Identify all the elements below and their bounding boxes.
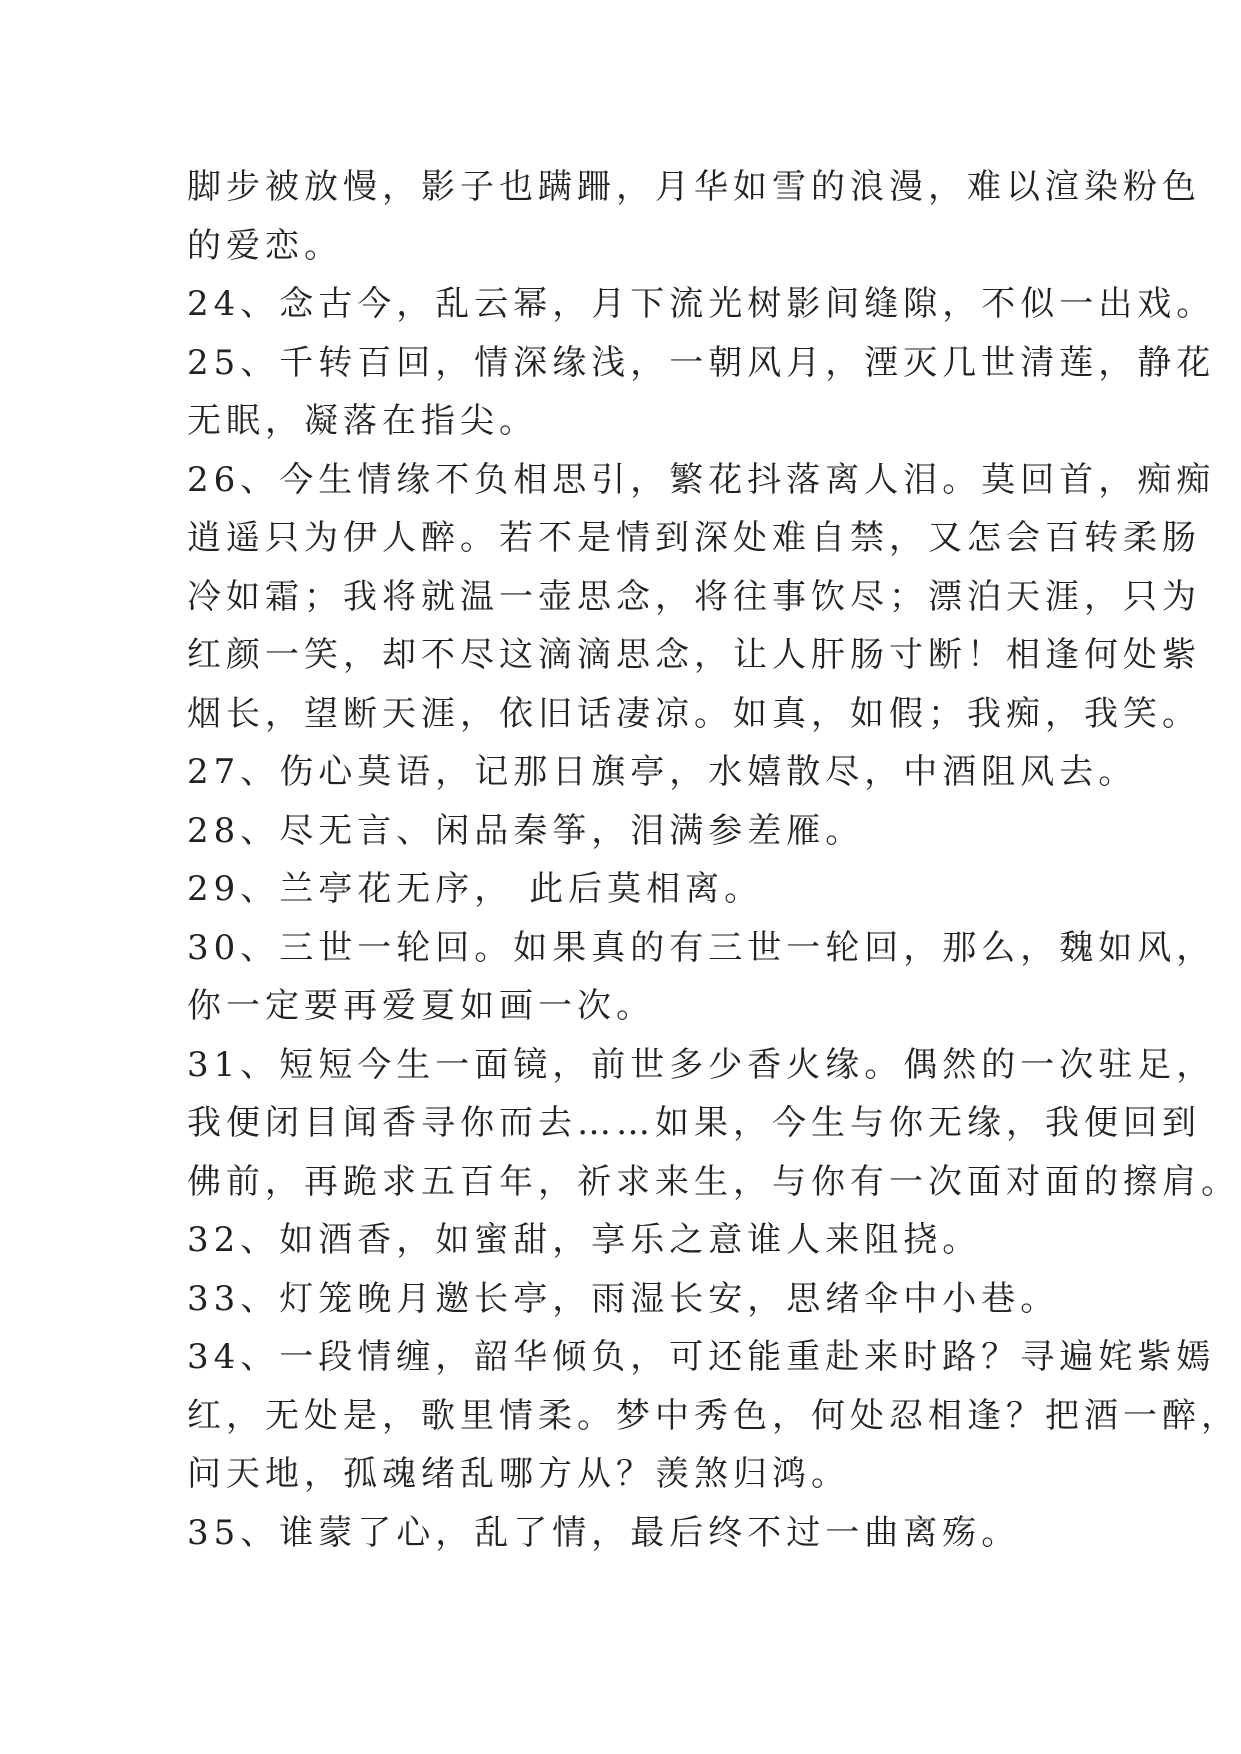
text-line: 的爱恋。 (187, 225, 343, 266)
text-line: 脚步被放慢，影子也蹒跚，月华如雪的浪漫，难以渲染粉色 (187, 167, 1201, 207)
text-line: 逍遥只为伊人醉。若不是情到深处难自禁，又怎会百转柔肠 (187, 518, 1201, 558)
text-line: 30、三世一轮回。如果真的有三世一轮回，那么，魏如风， (187, 927, 1216, 968)
text-line: 我便闭目闻香寻你而去……如果，今生与你无缘，我便回到 (187, 1103, 1201, 1143)
text-line: 你一定要再爱夏如画一次。 (187, 986, 655, 1026)
text-line: 红颜一笑，却不尽这滴滴思念，让人肝肠寸断！相逢何处紫 (187, 635, 1201, 675)
text-line: 27、伤心莫语，记那日旗亭，水嬉散尽，中酒阻风去。 (187, 752, 1138, 792)
text-line: 烟长，望断天涯，依旧话凄凉。如真，如假；我痴，我笑。 (187, 693, 1201, 734)
text-line: 31、短短今生一面镜，前世多少香火缘。偶然的一次驻足， (187, 1044, 1216, 1085)
text-line: 34、一段情缠，韶华倾负，可还能重赴来时路？寻遍姹紫嫣 (187, 1337, 1216, 1377)
text-line: 28、尽无言、闲品秦筝，泪满参差雁。 (187, 810, 865, 851)
text-line: 红，无处是，歌里情柔。梦中秀色，何处忍相逢？把酒一醉， (187, 1395, 1240, 1436)
text-line: 32、如酒香，如蜜甜，享乐之意谁人来阻挠。 (187, 1220, 982, 1260)
body-text (187, 158, 1240, 1562)
text-line: 问天地，孤魂绪乱哪方从？羡煞归鸿。 (187, 1454, 850, 1494)
text-line: 24、念古今，乱云幂，月下流光树影间缝隙，不似一出戏。 (187, 284, 1216, 324)
text-line: 33、灯笼晚月邀长亭，雨湿长安，思绪伞中小巷。 (187, 1278, 1060, 1319)
text-line: 29、兰亭花无序， 此后莫相离。 (187, 869, 764, 909)
text-line: 佛前，再跪求五百年，祈求来生，与你有一次面对面的擦肩。 (187, 1161, 1240, 1202)
text-line: 冷如霜；我将就温一壶思念，将往事饮尽；漂泊天涯，只为 (187, 576, 1201, 617)
text-line: 26、今生情缘不负相思引，繁花抖落离人泪。莫回首，痴痴 (187, 459, 1216, 500)
text-line: 35、谁蒙了心，乱了情，最后终不过一曲离殇。 (187, 1512, 1021, 1553)
text-line: 25、千转百回，情深缘浅，一朝风月，湮灭几世清莲，静花 (187, 342, 1216, 383)
text-line: 无眠，凝落在指尖。 (187, 401, 538, 441)
